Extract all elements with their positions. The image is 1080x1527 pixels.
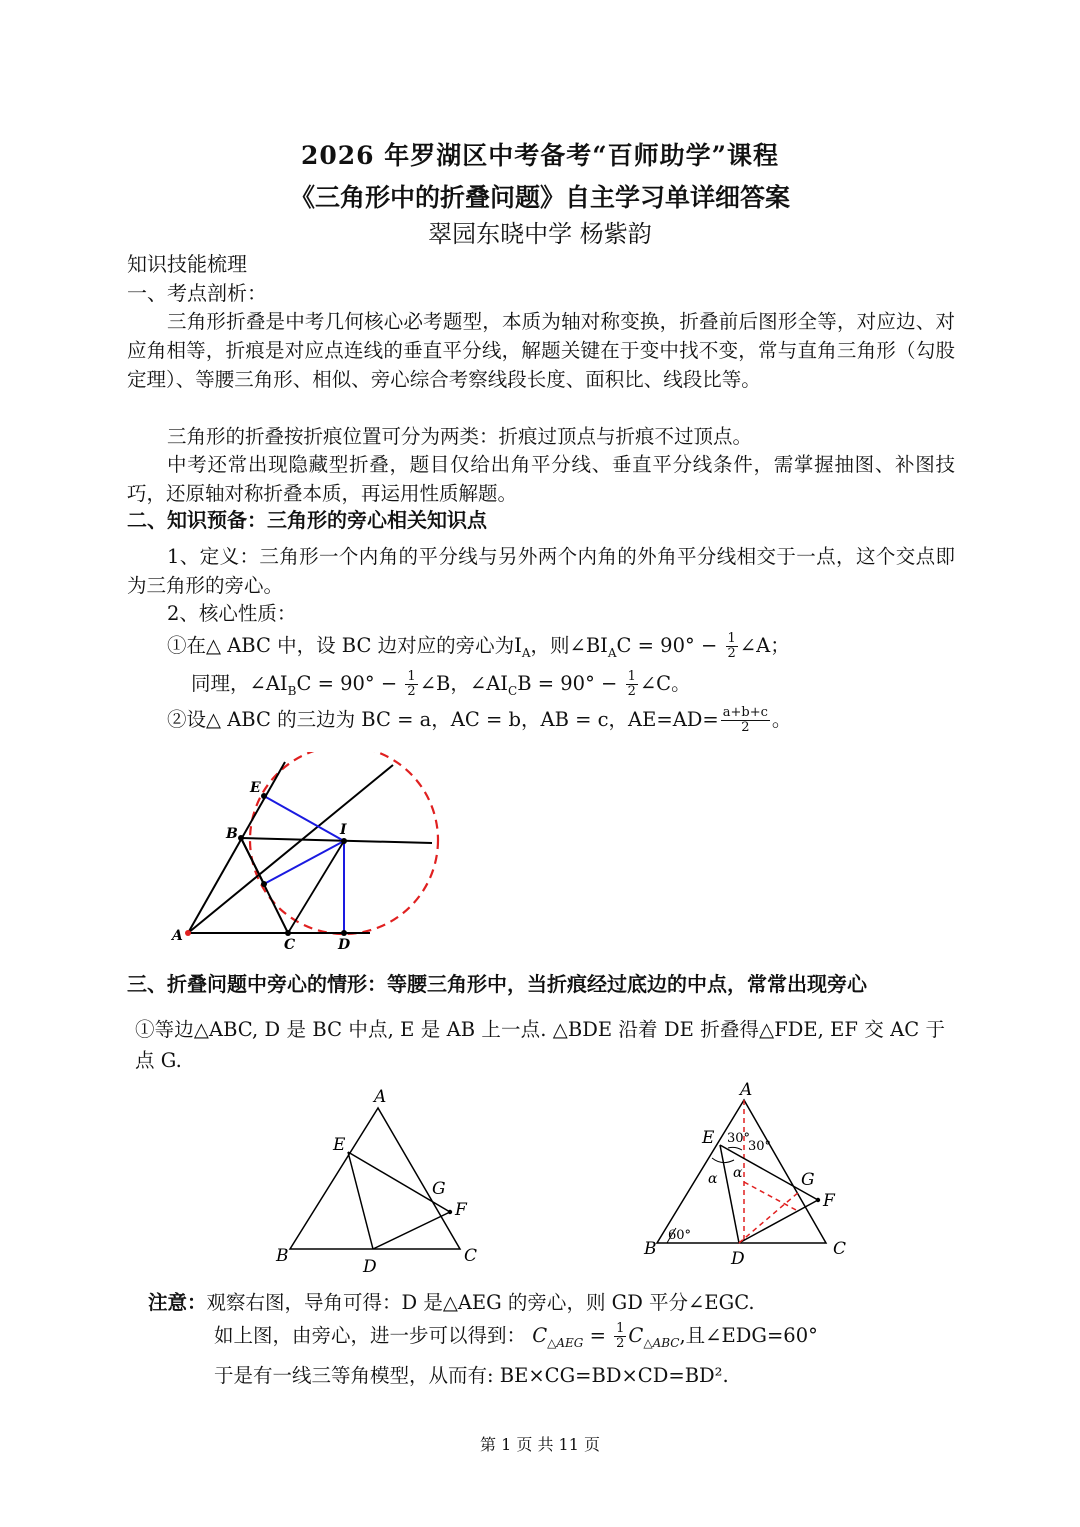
page-subtitle: 《三角形中的折叠问题》自主学习单详细答案 [289, 183, 790, 212]
label-g: G [801, 1170, 815, 1190]
label-d: D [731, 1249, 745, 1269]
point-i [341, 838, 347, 844]
section1-paragraph-2: 三角形的折叠按折痕位置可分为两类：折痕过顶点与折痕不过顶点。 [167, 425, 753, 448]
section3-problem: ①等边△ABC, D 是 BC 中点, E 是 AB 上一点. △BDE 沿着 DE 折叠得△FDE, EF 交 AC 于点 G. [135, 1018, 945, 1072]
label-c: C [284, 937, 296, 952]
line-ci [288, 841, 344, 933]
point-d [341, 930, 347, 936]
label-alpha-1: α [708, 1171, 718, 1187]
section1-heading: 一、考点剖析： [127, 281, 267, 305]
segment-bc-part [241, 838, 264, 884]
note-line-1: 注意：观察右图，导角可得：D 是△AEG 的旁心，则 GD 平分∠EGC. [148, 1291, 755, 1314]
author-line: 翠园东晓中学 杨紫韵 [428, 220, 652, 248]
label-f: F [455, 1200, 467, 1220]
point-c [285, 930, 291, 936]
fold-figure-right [638, 1075, 858, 1280]
label-angle-30-right: 30° [748, 1139, 772, 1154]
label-e: E [702, 1128, 715, 1148]
fold-line-de [720, 1145, 739, 1243]
section1-paragraph-3: 中考还常出现隐藏型折叠，题目仅给出角平分线、垂直平分线条件，需掌握抽图、补图技巧，还原轴对称折叠本质，再运用性质解题。 [127, 453, 955, 505]
note-line-3: 于是有一线三等角模型，从而有: BE×CG=BD×CD=BD². [214, 1364, 729, 1387]
point-b [238, 835, 244, 841]
label-i: I [340, 822, 347, 838]
label-angle-30-left: 30° [727, 1131, 751, 1146]
section3-heading: 三、折叠问题中旁心的情形：等腰三角形中，当折痕经过底边的中点，常常出现旁心 [127, 972, 867, 996]
label-f: F [823, 1191, 835, 1211]
property-1-similar: 同理，$\angle AI_BC = 90^\circ$ − $\frac{1}{2}$ ∠B，$\angle AI_CB = 90^\circ$ − $\frac{1}{2}$ ∠C。 [191, 669, 691, 699]
property-1: ①在△ ABC 中，设 BC 边对应的旁心为$I_A$，则$\angle BI_AC = 90^\circ$ − $\frac{1}{2}$ ∠A； [167, 631, 790, 661]
label-e: E [333, 1135, 346, 1155]
segment-df [373, 1212, 450, 1249]
section1-paragraph-1: 三角形折叠是中考几何核心必考题型，本质为轴对称变换，折叠前后图形全等，对应边、对应角相等，折痕是对应点连线的垂直平分线，解题关键在于变中找不变，常与直角三角形（勾股定理）、等腰三角形、相似、旁心综合考察线段长度、面积比、线段比等。 [127, 310, 955, 391]
ray-ab [188, 762, 285, 933]
page-footer: 第 1 页 共 11 页 [480, 1435, 600, 1454]
label-a: A [740, 1080, 753, 1100]
label-g: G [432, 1179, 446, 1199]
label-d: D [363, 1257, 377, 1277]
note-line-2: 如上图，由旁心，进一步可以得到： $C_{\triangle AEG}$ = $\frac{1}{2}$ $C_{\triangle ABC}$,且∠EDG=60° [214, 1321, 818, 1351]
segment-dg [739, 1191, 800, 1243]
angle-arc-2 [728, 1147, 742, 1150]
section2-heading: 二、知识预备：三角形的旁心相关知识点 [127, 508, 487, 532]
segment-df [739, 1200, 818, 1243]
radius-if [264, 841, 344, 884]
fold-figure-left [270, 1080, 490, 1280]
property-2: ②设△ ABC 的三边为 BC = a，AC = b，AB = c，AE=AD= $\frac{a+b+c}{2}$ 。 [167, 705, 792, 735]
point-e [261, 793, 267, 799]
label-e: E [250, 780, 261, 796]
section-knowledge-heading: 知识技能梳理 [127, 252, 247, 276]
page-title: 2026 年罗湖区中考备考“百师助学”课程 [300, 141, 780, 170]
fraction-half: $\frac{1}{2}$ [727, 631, 736, 661]
label-c: C [833, 1239, 847, 1259]
point-a [185, 930, 191, 936]
point-f [816, 1198, 820, 1202]
label-alpha-2: α [733, 1165, 743, 1181]
point-f [448, 1210, 452, 1214]
core-properties-label: 2、核心性质： [167, 602, 297, 625]
label-a: A [172, 928, 183, 944]
label-b: B [644, 1239, 657, 1259]
line-ai [188, 765, 393, 933]
line-bi [241, 838, 432, 843]
excenter-definition: 1、定义：三角形一个内角的平分线与另外两个内角的外角平分线相交于一点，这个交点即为三角形的旁心。 [127, 545, 955, 597]
label-a: A [374, 1087, 387, 1107]
excenter-figure [165, 752, 445, 952]
radius-ie [264, 796, 344, 841]
label-d: D [338, 937, 351, 952]
point-tangent [261, 881, 267, 887]
label-b: B [226, 826, 238, 842]
label-b: B [276, 1246, 289, 1266]
label-c: C [464, 1246, 478, 1266]
note-label: 注意： [148, 1291, 207, 1314]
fold-line-de [348, 1152, 373, 1249]
label-angle-60: 60° [668, 1228, 692, 1243]
perpendicular [744, 1182, 796, 1210]
